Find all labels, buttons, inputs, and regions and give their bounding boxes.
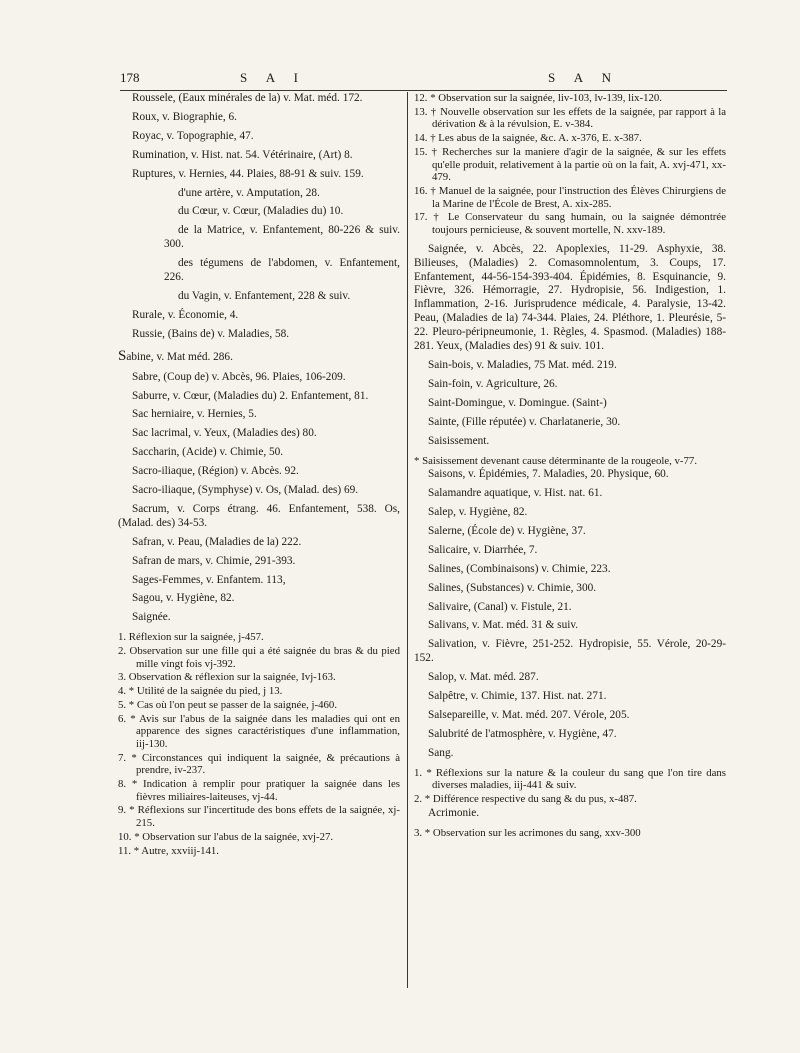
index-entry: Sages-Femmes, v. Enfantem. 113,: [132, 573, 286, 586]
index-subentry: d'une artère, v. Amputation, 28.: [178, 186, 320, 199]
index-subentry: du Cœur, v. Cœur, (Maladies du) 10.: [178, 205, 344, 218]
drop-letter: S: [118, 347, 127, 364]
index-entry: Saburre, v. Cœur, (Maladies du) 2. Enfantement, 81.: [132, 389, 369, 402]
index-entry: Salivans, v. Mat. méd. 31 & suiv.: [428, 619, 579, 632]
numbered-note: 13. † Nouvelle observation sur les effets de la saignée, par rapport à la dérivation & à la révulsion, E. v-384.: [414, 105, 726, 131]
index-entry: Salivaire, (Canal) v. Fistule, 21.: [428, 600, 572, 613]
letter-heading: [118, 347, 400, 365]
index-entry: Rurale, v. Économie, 4.: [132, 308, 239, 321]
index-entry: Roux, v. Biographie, 6.: [132, 110, 238, 123]
numbered-note: 4. * Utilité de la saignée du pied, j 13.: [118, 685, 283, 698]
index-entry: Safran, v. Peau, (Maladies de la) 222.: [132, 535, 302, 548]
index-entry: Ruptures, v. Hernies, 44. Plaies, 88-91 & suiv. 159.: [132, 167, 364, 180]
numbered-note: 10. * Observation sur l'abus de la saignée, xvj-27.: [118, 830, 334, 843]
index-entry: Sain-bois, v. Maladies, 75 Mat. méd. 219.: [428, 358, 617, 371]
numbered-note: 6. * Avis sur l'abus de la saignée dans les maladies qui ont en apparence des signes caractéristiques d'une inflammation, iij-130.: [118, 712, 400, 750]
index-entry: Russie, (Bains de) v. Maladies, 58.: [132, 327, 290, 340]
index-entry: Sac lacrimal, v. Yeux, (Maladies des) 80.: [132, 427, 317, 440]
numbered-note: 14. † Les abus de la saignée, &c. A. x-376, E. x-387.: [414, 132, 642, 145]
index-subentry: de la Matrice, v. Enfantement, 80-226 & suiv. 300.: [164, 224, 400, 251]
index-entry: Roussele, (Eaux minérales de la) v. Mat. méd. 172.: [132, 92, 363, 104]
index-entry: Salsepareille, v. Mat. méd. 207. Vérole, 205.: [428, 709, 630, 721]
index-entry: Sainte, (Fille réputée) v. Charlatanerie, 30.: [428, 415, 621, 428]
index-entry: Saisons, v. Épidémies, 7. Maladies, 20. Physique, 60.: [428, 468, 669, 481]
index-entry: Saignée, v. Abcès, 22. Apoplexies, 11-29. Asphyxie, 38. Bilieuses, (Maladies) 2. Comasomnolentum, 3. Coups, 17. Enfantement, 44-56-154-393-404. Épidémies, 8. Esquinancie, 9. Fièvre, 326. Hémorragie, 27. Hydropisie, 56. Indigestion, 1. Inflammation, 2-16. Jurisprudence médicale, 4. Paralysie, 13-42. Peau, (Maladies de la) 74-344. Plaies, 24. Pléthore, 1. Pleurésie, 5-22. Pleuro-péripneumonie, 1. Règles, 4. Spasmod. (Maladies) 188-281. Yeux, (Maladies des) 91 & suiv. 101.: [414, 242, 726, 353]
index-entry: Salines, (Substances) v. Chimie, 300.: [428, 581, 597, 594]
index-entry: Royac, v. Topographie, 47.: [132, 129, 254, 142]
section-heading: Acrimonie.: [428, 806, 480, 819]
numbered-note: 2. Observation sur une fille qui a été saignée du bras & du pied mille vingt fois vj-392.: [118, 644, 400, 670]
index-subentry: du Vagin, v. Enfantement, 228 & suiv.: [178, 289, 351, 302]
right-column: [414, 92, 726, 840]
numbered-note: 15. † Recherches sur la maniere d'agir de la saignée, & sur les effets qu'elle produit, relativement à la partie où on la fait, A. xvj-471, xx-479.: [414, 145, 726, 184]
numbered-note: 5. * Cas où l'on peut se passer de la saignée, j-460.: [118, 698, 338, 711]
index-subentry: des tégumens de l'abdomen, v. Enfantement, 226.: [164, 257, 400, 284]
index-entry: Sac herniaire, v. Hernies, 5.: [132, 408, 257, 421]
page-number: 178: [120, 70, 140, 85]
index-entry: Sain-foin, v. Agriculture, 26.: [428, 377, 558, 390]
index-entry: Sacro-iliaque, (Symphyse) v. Os, (Malad. des) 69.: [132, 484, 359, 497]
numbered-note: 17. † Le Conservateur du sang humain, ou la saignée démontrée toujours pernicieuse, & souvent mortelle, N. xxv-189.: [414, 211, 726, 237]
index-entry: Sacrum, v. Corps étrang. 46. Enfantement, 538. Os, (Malad. des) 34-53.: [118, 502, 400, 529]
numbered-note: 7. * Circonstances qui indiquent la saignée, & précautions à prendre, iv-237.: [118, 751, 400, 777]
section-heading: Saignée.: [132, 611, 171, 624]
index-entry: Saint-Domingue, v. Domingue. (Saint-): [428, 396, 607, 409]
index-entry: Sacro-iliaque, (Région) v. Abcès. 92.: [132, 465, 299, 478]
index-entry: Salep, v. Hygiène, 82.: [428, 506, 528, 519]
index-entry: Salines, (Combinaisons) v. Chimie, 223.: [428, 562, 611, 575]
index-entry: Sagou, v. Hygiène, 82.: [132, 592, 235, 605]
index-entry: Sabre, (Coup de) v. Abcès, 96. Plaies, 106-209.: [132, 370, 346, 383]
running-head-right: S A N: [548, 70, 620, 85]
index-entry: Saccharin, (Acide) v. Chimie, 50.: [132, 446, 284, 459]
running-head-left: S A I: [240, 70, 307, 85]
numbered-note: 3. Observation & réflexion sur la saignée, Ivj-163.: [118, 671, 336, 684]
index-entry: Salamandre aquatique, v. Hist. nat. 61.: [428, 487, 603, 500]
numbered-note: * Saisissement devenant cause déterminante de la rougeole, v-77.: [414, 454, 698, 467]
numbered-note: 3. * Observation sur les acrimones du sang, xxv-300: [414, 826, 641, 839]
header-rule: [120, 90, 727, 91]
numbered-note: 1. * Réflexions sur la nature & la couleur du sang que l'on tire dans diverses maladies, iij-441 & suiv.: [414, 766, 726, 792]
numbered-note: 8. * Indication à remplir pour pratiquer la saignée dans les fièvres miliaires-laiteuses, vj-44.: [118, 778, 400, 803]
index-entry: Rumination, v. Hist. nat. 54. Vétérinaire, (Art) 8.: [132, 148, 353, 161]
column-divider: [407, 92, 408, 988]
section-heading: Saisissement.: [428, 434, 490, 447]
numbered-note: 11. * Autre, xxviij-141.: [118, 844, 219, 857]
index-entry: Salicaire, v. Diarrhée, 7.: [428, 543, 538, 556]
index-entry: Salubrité de l'atmosphère, v. Hygiène, 47.: [428, 727, 617, 740]
index-entry: Salpêtre, v. Chimie, 137. Hist. nat. 271.: [428, 690, 607, 703]
index-entry: Salivation, v. Fièvre, 251-252. Hydropisie, 55. Vérole, 20-29-152.: [414, 638, 726, 665]
index-entry: Safran de mars, v. Chimie, 291-393.: [132, 554, 296, 567]
numbered-note: 1. Réflexion sur la saignée, j-457.: [118, 631, 264, 644]
numbered-note: 16. † Manuel de la saignée, pour l'instruction des Élèves Chirurgiens de la Marine de l'École de Brest, A. xix-285.: [414, 184, 726, 210]
index-entry: Salerne, (École de) v. Hygiène, 37.: [428, 524, 586, 537]
letter-heading-text: abine, v. Mat méd. 286.: [126, 350, 233, 363]
numbered-note: 2. * Différence respective du sang & du pus, x-487.: [414, 793, 637, 806]
numbered-note: 12. * Observation sur la saignée, liv-103, lv-139, lix-120.: [414, 92, 662, 104]
left-column: [118, 92, 400, 858]
index-entry: Salop, v. Mat. méd. 287.: [428, 671, 539, 684]
section-heading: Sang.: [428, 746, 454, 759]
numbered-note: 9. * Réflexions sur l'incertitude des bons effets de la saignée, xj-215.: [118, 804, 400, 830]
